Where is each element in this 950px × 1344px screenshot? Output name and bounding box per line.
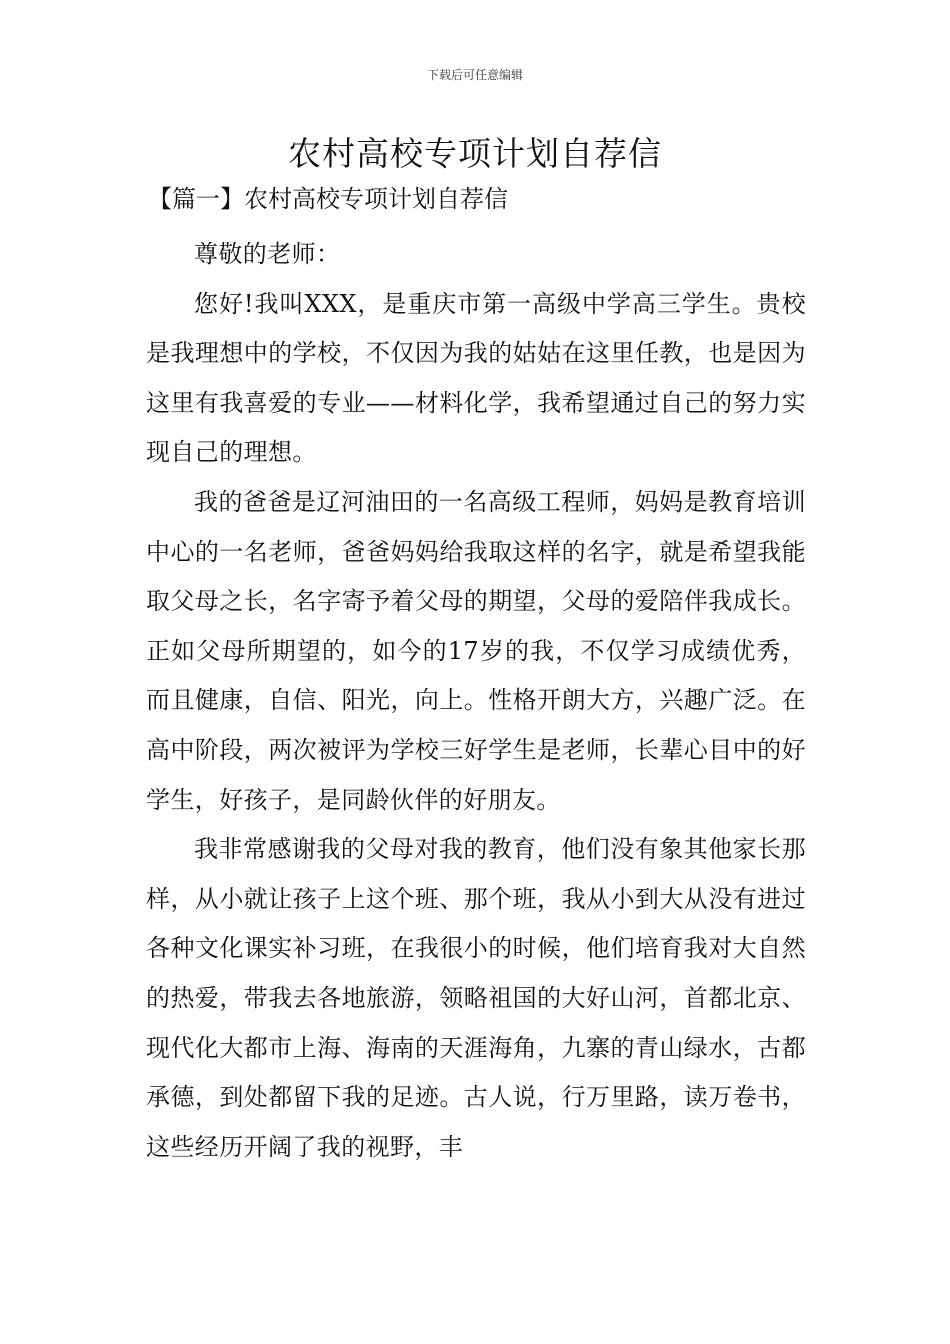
paragraph-family: 我的爸爸是辽河油田的一名高级工程师，妈妈是教育培训中心的一名老师，爸爸妈妈给我取这样的名字，就是希望我能取父母之长，名字寄予着父母的期望，父母的爱陪伴我成长。正如父母所期望的，如今的17岁的我，不仅学习成绩优秀，而且健康，自信、阳光，向上。性格开朗大方，兴趣广泛。在高中阶段，两次被评为学校三好学生是老师，长辈心目中的好学生，好孩子，是同龄伙伴的好朋友。 bbox=[146, 487, 806, 814]
salutation: 尊敬的老师： bbox=[194, 240, 341, 268]
section-heading: 【篇一】农村高校专项计划自荐信 bbox=[148, 185, 508, 213]
document-title: 农村高校专项计划自荐信 bbox=[288, 134, 662, 173]
paragraph-introduction: 您好!我叫XXX，是重庆市第一高级中学高三学生。贵校是我理想中的学校，不仅因为我的姑姑在这里任教，也是因为这里有我喜爱的专业——材料化学，我希望通过自己的努力实现自己的理想。 bbox=[146, 289, 806, 467]
letter-body bbox=[146, 230, 806, 1172]
paragraph-gratitude: 我非常感谢我的父母对我的教育，他们没有象其他家长那样，从小就让孩子上这个班、那个班，我从小到大从没有进过各种文化课实补习班，在我很小的时候，他们培育我对大自然的热爱，带我去各地旅游，领略祖国的大好山河，首都北京、现代化大都市上海、海南的天涯海角，九寨的青山绿水，古都承德，到处都留下我的足迹。古人说，行万里路，读万卷书，这些经历开阔了我的视野，丰 bbox=[146, 835, 806, 1161]
header-note: 下载后可任意编辑 bbox=[426, 68, 523, 82]
